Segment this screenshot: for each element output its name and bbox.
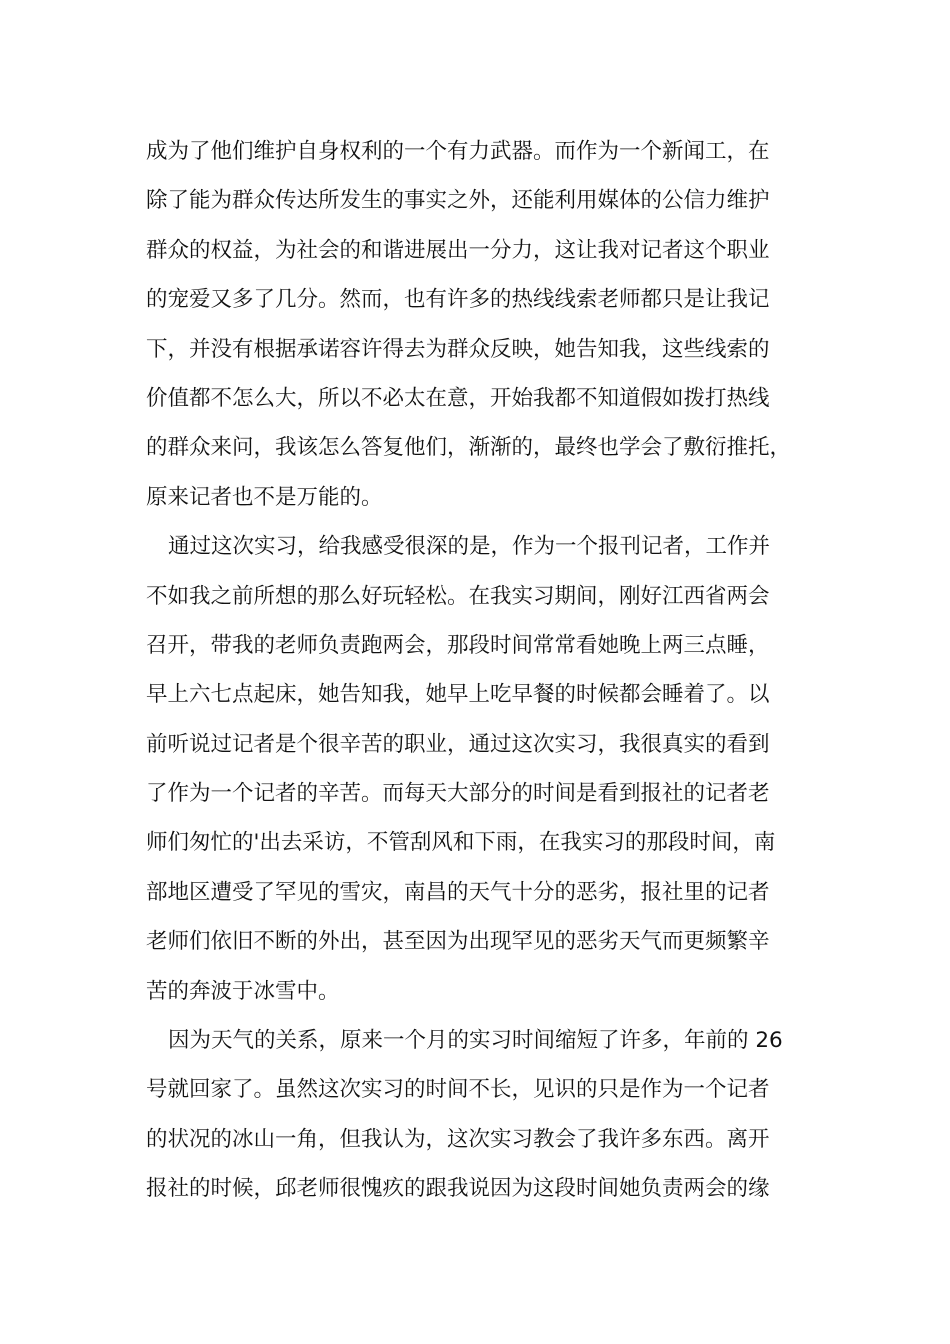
text-line: 老师们依旧不断的外出，甚至因为出现罕见的恶劣天气而更频繁辛 [146,929,770,955]
text-line: 苦的奔波于冰雪中。 [146,978,340,1004]
paragraph-first-line: 因为天气的关系，原来一个月的实习时间缩短了许多，年前的 26 [168,1028,783,1054]
text-line: 不如我之前所想的那么好玩轻松。在我实习期间，刚好江西省两会 [146,583,770,609]
text-line: 召开，带我的老师负责跑两会，那段时间常常看她晚上两三点睡， [146,632,770,658]
text-line: 前听说过记者是个很辛苦的职业，通过这次实习，我很真实的看到 [146,731,770,757]
text-line: 群众的权益，为社会的和谐进展出一分力，这让我对记者这个职业 [146,237,770,263]
paragraph-first-line: 通过这次实习，给我感受很深的是，作为一个报刊记者，工作并 [168,534,771,560]
body-text [146,127,826,1214]
text-line: 的状况的冰山一角，但我认为，这次实习教会了我许多东西。离开 [146,1126,770,1152]
text-line: 师们匆忙的'出去采访，不管刮风和下雨，在我实习的那段时间，南 [146,830,776,856]
text-line: 早上六七点起床，她告知我，她早上吃早餐的时候都会睡着了。以 [146,682,770,708]
text-line: 了作为一个记者的辛苦。而每天大部分的时间是看到报社的记者老 [146,781,770,807]
text-line: 下，并没有根据承诺容许得去为群众反映，她告知我，这些线索的 [146,336,770,362]
text-line: 报社的时候，邱老师很愧疚的跟我说因为这段时间她负责两会的缘 [146,1176,770,1202]
text-line: 的群众来问，我该怎么答复他们，渐渐的，最终也学会了敷衍推托， [146,435,792,461]
text-line: 部地区遭受了罕见的雪灾，南昌的天气十分的恶劣，报社里的记者 [146,879,770,905]
text-line: 号就回家了。虽然这次实习的时间不长，见识的只是作为一个记者 [146,1077,770,1103]
text-line: 的宠爱又多了几分。然而，也有许多的热线线索老师都只是让我记 [146,287,770,313]
text-line: 成为了他们维护自身权利的一个有力武器。而作为一个新闻工，在 [146,139,770,164]
text-line: 原来记者也不是万能的。 [146,484,383,510]
text-line: 除了能为群众传达所发生的事实之外，还能利用媒体的公信力维护 [146,188,770,214]
text-line: 价值都不怎么大，所以不必太在意，开始我都不知道假如拨打热线 [146,385,770,411]
